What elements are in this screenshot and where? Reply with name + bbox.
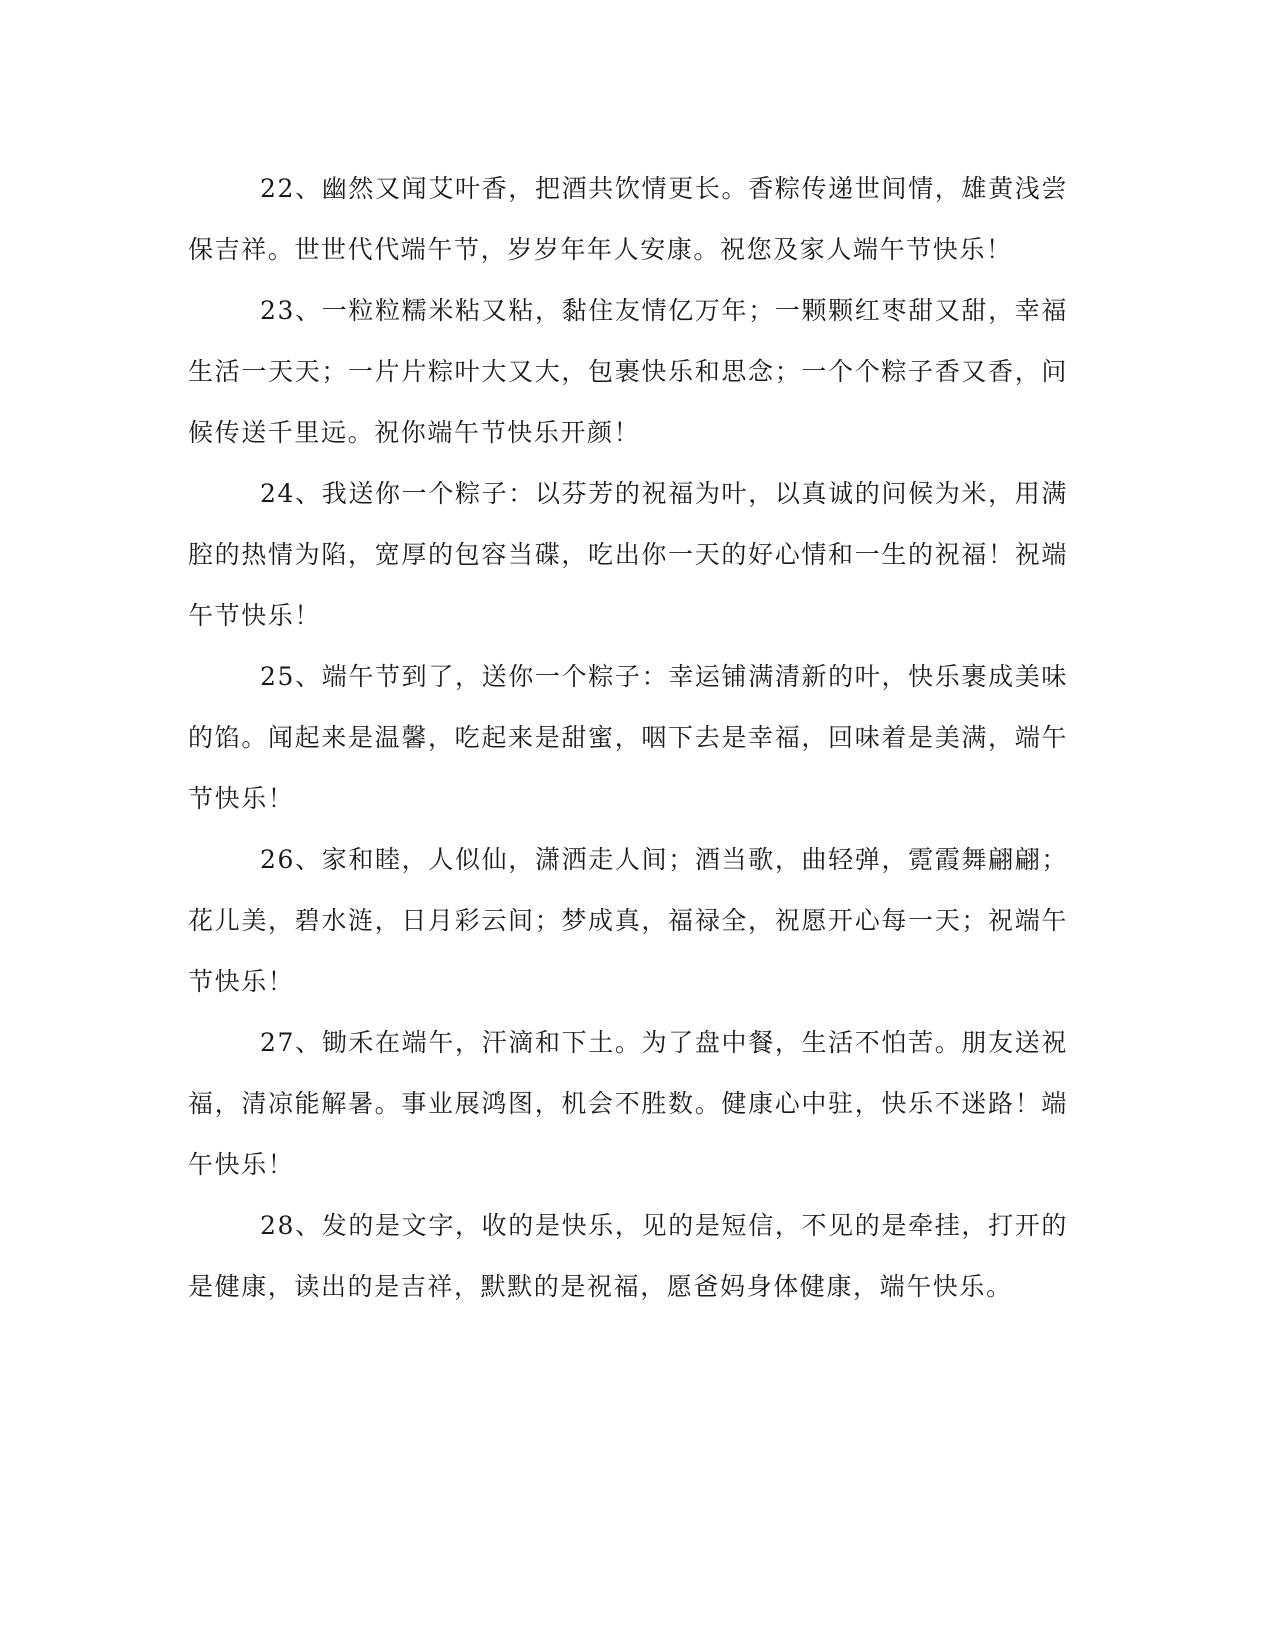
paragraph-28: 28、发的是文字，收的是快乐，见的是短信，不见的是牵挂，打开的是健康，读出的是吉祥，默默的是祝福，愿爸妈身体健康，端午快乐。	[188, 1211, 1068, 1301]
document-body	[188, 158, 1068, 1317]
paragraph-25: 25、端午节到了，送你一个粽子：幸运铺满清新的叶，快乐裹成美味的馅。闻起来是温馨，吃起来是甜蜜，咽下去是幸福，回味着是美满，端午节快乐！	[188, 662, 1068, 813]
paragraph-26: 26、家和睦，人似仙，潇洒走人间；酒当歌，曲轻弹，霓霞舞翩翩；花儿美，碧水涟，日月彩云间；梦成真，福禄全，祝愿开心每一天；祝端午节快乐！	[188, 845, 1068, 996]
paragraph-23: 23、一粒粒糯米粘又粘，黏住友情亿万年；一颗颗红枣甜又甜，幸福生活一天天；一片片粽叶大又大，包裹快乐和思念；一个个粽子香又香，问候传送千里远。祝你端午节快乐开颜！	[188, 296, 1068, 447]
paragraph-24: 24、我送你一个粽子：以芬芳的祝福为叶，以真诚的问候为米，用满腔的热情为陷，宽厚的包容当碟，吃出你一天的好心情和一生的祝福！祝端午节快乐！	[188, 479, 1068, 630]
paragraph-22: 22、幽然又闻艾叶香，把酒共饮情更长。香粽传递世间情，雄黄浅尝保吉祥。世世代代端午节，岁岁年年人安康。祝您及家人端午节快乐！	[188, 174, 1068, 264]
paragraph-27: 27、锄禾在端午，汗滴和下土。为了盘中餐，生活不怕苦。朋友送祝福，清凉能解暑。事业展鸿图，机会不胜数。健康心中驻，快乐不迷路！端午快乐！	[188, 1028, 1068, 1179]
